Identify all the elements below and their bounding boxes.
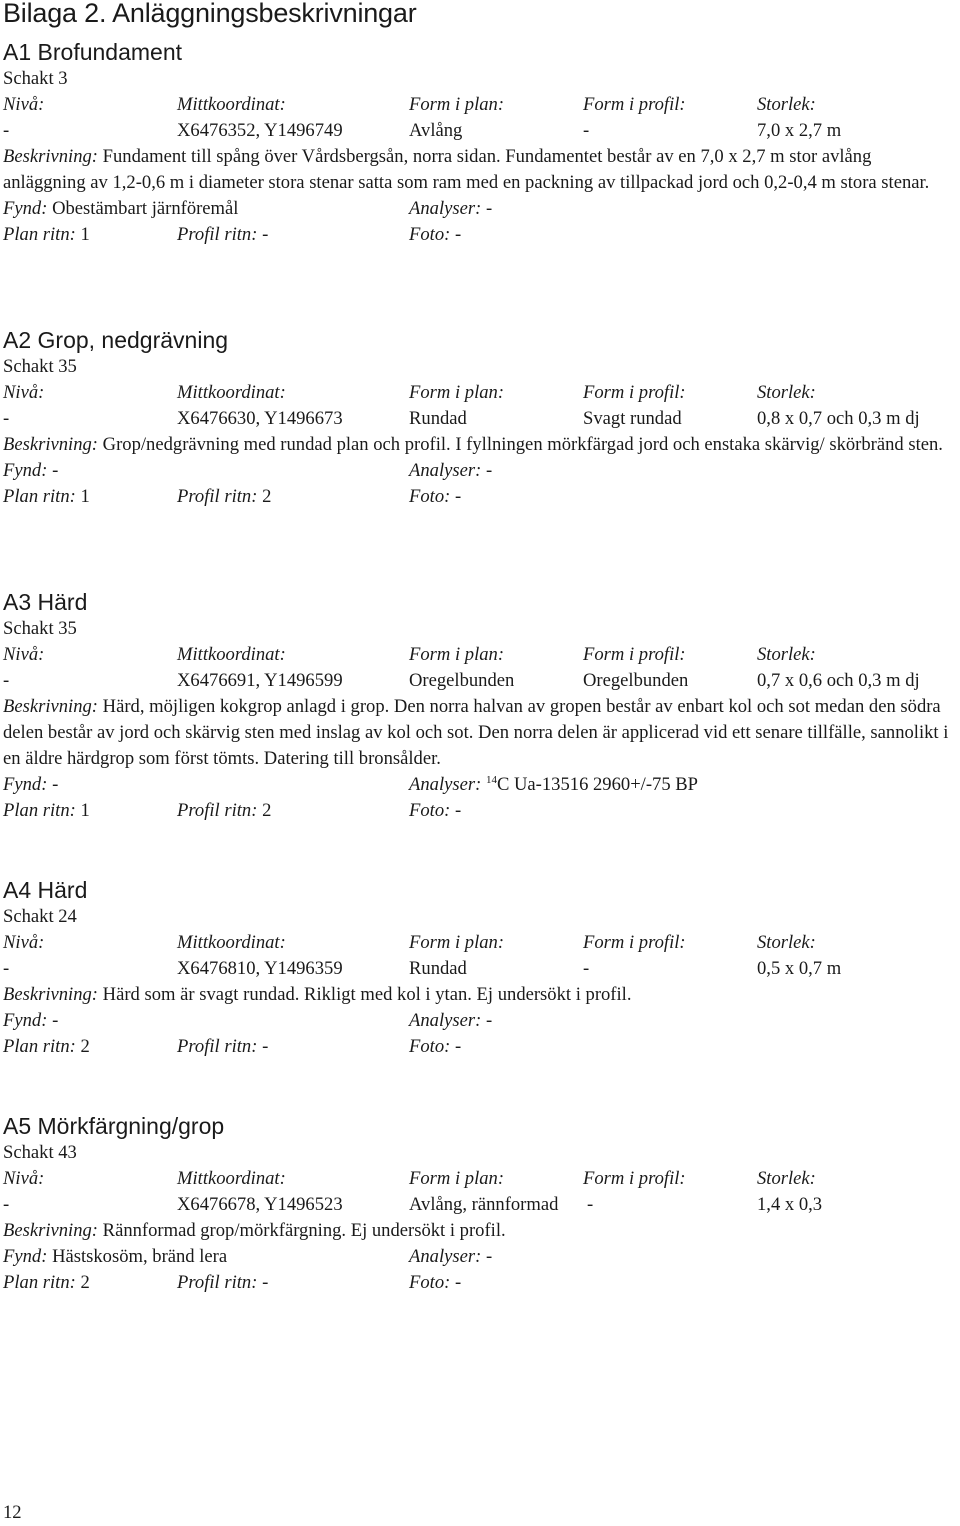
fynd-row bbox=[3, 458, 958, 484]
foto-label: Foto: bbox=[409, 1036, 451, 1057]
plan-ritn-field bbox=[3, 484, 90, 510]
plan-ritn-label: Plan ritn: bbox=[3, 224, 76, 245]
storlek-label: Storlek: bbox=[757, 1168, 816, 1189]
plan-ritn-label: Plan ritn: bbox=[3, 1036, 76, 1057]
form-profil-value: Svagt rundad bbox=[583, 408, 682, 429]
foto-field bbox=[409, 222, 461, 248]
storlek-label: Storlek: bbox=[757, 644, 816, 665]
analyser-value: - bbox=[485, 1246, 493, 1267]
section-a5 bbox=[3, 1113, 958, 1296]
plan-ritn-label: Plan ritn: bbox=[3, 1272, 76, 1293]
mittkoordinat-value: X6476678, Y1496523 bbox=[177, 1194, 343, 1215]
niva-value: - bbox=[3, 120, 10, 141]
storlek-value: 1,4 x 0,3 bbox=[757, 1194, 823, 1215]
niva-value: - bbox=[3, 408, 10, 429]
profil-ritn-value: - bbox=[262, 224, 269, 245]
analyser-label: Analyser: bbox=[409, 1246, 482, 1267]
niva-value: - bbox=[3, 1194, 10, 1215]
fynd-value: - bbox=[52, 460, 59, 481]
foto-label: Foto: bbox=[409, 486, 451, 507]
analyser-value: - bbox=[485, 1010, 493, 1031]
fynd-value: - bbox=[52, 774, 59, 795]
schakt-label: Schakt 3 bbox=[3, 68, 68, 89]
profil-ritn-field bbox=[177, 1270, 268, 1296]
foto-value: - bbox=[454, 224, 462, 245]
analyser-field bbox=[409, 196, 492, 222]
ritn-row bbox=[3, 484, 958, 510]
analyser-field bbox=[409, 772, 698, 798]
form-profil-label: Form i profil: bbox=[583, 644, 686, 665]
field-value-row bbox=[3, 406, 958, 432]
plan-ritn-label: Plan ritn: bbox=[3, 486, 76, 507]
field-header-row bbox=[3, 642, 958, 668]
niva-value: - bbox=[3, 670, 10, 691]
form-profil-label: Form i profil: bbox=[583, 932, 686, 953]
beskrivning-label: Beskrivning: bbox=[3, 1220, 99, 1241]
niva-label: Nivå: bbox=[3, 94, 45, 115]
foto-label: Foto: bbox=[409, 224, 451, 245]
beskrivning-paragraph bbox=[3, 144, 955, 196]
form-profil-value: Oregelbunden bbox=[583, 670, 689, 691]
storlek-label: Storlek: bbox=[757, 94, 816, 115]
beskrivning-text: Härd som är svagt rundad. Rikligt med kol i ytan. Ej undersökt i profil. bbox=[102, 984, 632, 1005]
mittkoordinat-label: Mittkoordinat: bbox=[177, 932, 286, 953]
plan-ritn-value: 1 bbox=[80, 800, 90, 821]
foto-field bbox=[409, 1034, 461, 1060]
analyser-field bbox=[409, 458, 492, 484]
niva-label: Nivå: bbox=[3, 382, 45, 403]
analyser-field bbox=[409, 1008, 492, 1034]
beskrivning-text: Grop/nedgrävning med rundad plan och profil. I fyllningen mörkfärgad jord och enstaka skärvig/ skörbränd sten. bbox=[102, 434, 943, 455]
plan-ritn-label: Plan ritn: bbox=[3, 800, 76, 821]
foto-value: - bbox=[454, 1272, 462, 1293]
form-plan-label: Form i plan: bbox=[409, 382, 505, 403]
analyser-label: Analyser: bbox=[409, 198, 482, 219]
beskrivning-paragraph bbox=[3, 1218, 955, 1244]
analyser-label: Analyser: bbox=[409, 460, 482, 481]
profil-ritn-value: - bbox=[262, 1036, 269, 1057]
form-profil-value: - bbox=[583, 120, 590, 141]
field-header-row bbox=[3, 1166, 958, 1192]
profil-ritn-field bbox=[177, 222, 268, 248]
foto-field bbox=[409, 484, 461, 510]
storlek-value: 0,8 x 0,7 och 0,3 m dj bbox=[757, 408, 920, 429]
ritn-row bbox=[3, 798, 958, 824]
foto-label: Foto: bbox=[409, 800, 451, 821]
ritn-row bbox=[3, 1270, 958, 1296]
section-a4 bbox=[3, 877, 958, 1060]
section-a1 bbox=[3, 39, 958, 248]
field-header-row bbox=[3, 92, 958, 118]
form-plan-label: Form i plan: bbox=[409, 1168, 505, 1189]
profil-ritn-label: Profil ritn: bbox=[177, 1036, 258, 1057]
schakt-label: Schakt 43 bbox=[3, 1142, 77, 1163]
profil-ritn-label: Profil ritn: bbox=[177, 1272, 258, 1293]
ritn-row bbox=[3, 222, 958, 248]
beskrivning-text: Härd, möjligen kokgrop anlagd i grop. Den norra halvan av gropen består av enbart kol och sot medan den södra delen består av jord och skärvig sten med inslag av kol och sot. Den norra delen är applicerad vid ett senare tillfälle, sannolikt i en äldre härdgrop som först tömts. Datering till bronsålder. bbox=[3, 696, 949, 769]
fynd-label: Fynd: bbox=[3, 1246, 48, 1267]
profil-ritn-field bbox=[177, 798, 271, 824]
beskrivning-label: Beskrivning: bbox=[3, 984, 99, 1005]
plan-ritn-field bbox=[3, 798, 90, 824]
schakt-label: Schakt 24 bbox=[3, 906, 77, 927]
profil-ritn-label: Profil ritn: bbox=[177, 486, 258, 507]
profil-ritn-label: Profil ritn: bbox=[177, 224, 258, 245]
niva-value: - bbox=[3, 958, 10, 979]
foto-value: - bbox=[454, 486, 462, 507]
fynd-row bbox=[3, 196, 958, 222]
form-plan-label: Form i plan: bbox=[409, 94, 505, 115]
form-plan-label: Form i plan: bbox=[409, 644, 505, 665]
plan-ritn-value: 2 bbox=[80, 1036, 90, 1057]
field-value-row bbox=[3, 956, 958, 982]
analyser-value: C Ua-13516 2960+/-75 BP bbox=[496, 774, 699, 795]
form-plan-value: Avlång bbox=[409, 120, 463, 141]
beskrivning-paragraph bbox=[3, 432, 955, 458]
form-profil-value: - bbox=[583, 958, 590, 979]
analyser-label: Analyser: bbox=[409, 1010, 482, 1031]
fynd-label: Fynd: bbox=[3, 460, 48, 481]
analyser-value: - bbox=[485, 198, 493, 219]
mittkoordinat-value: X6476630, Y1496673 bbox=[177, 408, 343, 429]
storlek-label: Storlek: bbox=[757, 382, 816, 403]
fynd-label: Fynd: bbox=[3, 198, 48, 219]
form-profil-value: - bbox=[587, 1194, 594, 1215]
section-heading: A5 Mörkfärgning/grop bbox=[3, 1113, 225, 1139]
field-header-row bbox=[3, 380, 958, 406]
beskrivning-label: Beskrivning: bbox=[3, 696, 99, 717]
foto-label: Foto: bbox=[409, 1272, 451, 1293]
mittkoordinat-value: X6476810, Y1496359 bbox=[177, 958, 343, 979]
storlek-value: 0,7 x 0,6 och 0,3 m dj bbox=[757, 670, 920, 691]
section-heading: A1 Brofundament bbox=[3, 39, 183, 65]
form-plan-value: Avlång, rännformad bbox=[409, 1194, 559, 1215]
mittkoordinat-label: Mittkoordinat: bbox=[177, 382, 286, 403]
fynd-row bbox=[3, 1008, 958, 1034]
fynd-field bbox=[3, 1244, 227, 1270]
fynd-field bbox=[3, 458, 58, 484]
foto-field bbox=[409, 1270, 461, 1296]
beskrivning-text: Fundament till spång över Vårdsbergsån, norra sidan. Fundamentet består av en 7,0 x 2,7 m stor avlång anläggning av 1,2-0,6 m i diameter stora stenar satta som ram med en packning av tillpackad jord och 0,2-0,4 m stora stenar. bbox=[3, 146, 930, 193]
niva-label: Nivå: bbox=[3, 644, 45, 665]
schakt-label: Schakt 35 bbox=[3, 356, 77, 377]
field-value-row bbox=[3, 668, 958, 694]
fynd-label: Fynd: bbox=[3, 1010, 48, 1031]
mittkoordinat-value: X6476691, Y1496599 bbox=[177, 670, 343, 691]
form-plan-value: Rundad bbox=[409, 958, 467, 979]
mittkoordinat-label: Mittkoordinat: bbox=[177, 94, 286, 115]
profil-ritn-value: 2 bbox=[262, 486, 272, 507]
analyser-field bbox=[409, 1244, 492, 1270]
plan-ritn-field bbox=[3, 1034, 90, 1060]
foto-value: - bbox=[454, 1036, 462, 1057]
niva-label: Nivå: bbox=[3, 1168, 45, 1189]
analyser-label: Analyser: bbox=[409, 774, 482, 795]
fynd-field bbox=[3, 196, 238, 222]
form-profil-label: Form i profil: bbox=[583, 382, 686, 403]
section-heading: A3 Härd bbox=[3, 589, 88, 615]
form-plan-value: Oregelbunden bbox=[409, 670, 515, 691]
plan-ritn-field bbox=[3, 1270, 90, 1296]
field-value-row bbox=[3, 118, 958, 144]
fynd-field bbox=[3, 772, 58, 798]
profil-ritn-label: Profil ritn: bbox=[177, 800, 258, 821]
mittkoordinat-value: X6476352, Y1496749 bbox=[177, 120, 343, 141]
profil-ritn-value: 2 bbox=[262, 800, 272, 821]
storlek-label: Storlek: bbox=[757, 932, 816, 953]
plan-ritn-value: 2 bbox=[80, 1272, 90, 1293]
beskrivning-label: Beskrivning: bbox=[3, 434, 99, 455]
foto-field bbox=[409, 798, 461, 824]
mittkoordinat-label: Mittkoordinat: bbox=[177, 1168, 286, 1189]
fynd-value: - bbox=[52, 1010, 59, 1031]
fynd-value: Hästskosöm, bränd lera bbox=[52, 1246, 228, 1267]
mittkoordinat-label: Mittkoordinat: bbox=[177, 644, 286, 665]
profil-ritn-field bbox=[177, 1034, 268, 1060]
fynd-label: Fynd: bbox=[3, 774, 48, 795]
schakt-label: Schakt 35 bbox=[3, 618, 77, 639]
field-header-row bbox=[3, 930, 958, 956]
beskrivning-paragraph bbox=[3, 694, 955, 772]
section-heading: A2 Grop, nedgrävning bbox=[3, 327, 229, 353]
analyser-superscript: 14 bbox=[485, 774, 497, 786]
fynd-value: Obestämbart järnföremål bbox=[52, 198, 239, 219]
form-plan-value: Rundad bbox=[409, 408, 467, 429]
beskrivning-paragraph bbox=[3, 982, 955, 1008]
beskrivning-label: Beskrivning: bbox=[3, 146, 99, 167]
plan-ritn-value: 1 bbox=[80, 486, 90, 507]
fynd-field bbox=[3, 1008, 58, 1034]
plan-ritn-value: 1 bbox=[80, 224, 90, 245]
storlek-value: 0,5 x 0,7 m bbox=[757, 958, 842, 979]
foto-value: - bbox=[454, 800, 462, 821]
section-a3 bbox=[3, 589, 958, 824]
form-plan-label: Form i plan: bbox=[409, 932, 505, 953]
ritn-row bbox=[3, 1034, 958, 1060]
fynd-row bbox=[3, 1244, 958, 1270]
storlek-value: 7,0 x 2,7 m bbox=[757, 120, 842, 141]
page-number: 12 bbox=[3, 1502, 22, 1523]
fynd-row bbox=[3, 772, 958, 798]
profil-ritn-field bbox=[177, 484, 271, 510]
profil-ritn-value: - bbox=[262, 1272, 269, 1293]
section-heading: A4 Härd bbox=[3, 877, 88, 903]
form-profil-label: Form i profil: bbox=[583, 94, 686, 115]
analyser-value: - bbox=[485, 460, 493, 481]
plan-ritn-field bbox=[3, 222, 90, 248]
beskrivning-text: Rännformad grop/mörkfärgning. Ej undersökt i profil. bbox=[102, 1220, 506, 1241]
section-a2 bbox=[3, 327, 958, 510]
niva-label: Nivå: bbox=[3, 932, 45, 953]
field-value-row bbox=[3, 1192, 958, 1218]
document-title: Bilaga 2. Anläggningsbeskrivningar bbox=[3, 0, 417, 28]
form-profil-label: Form i profil: bbox=[583, 1168, 686, 1189]
